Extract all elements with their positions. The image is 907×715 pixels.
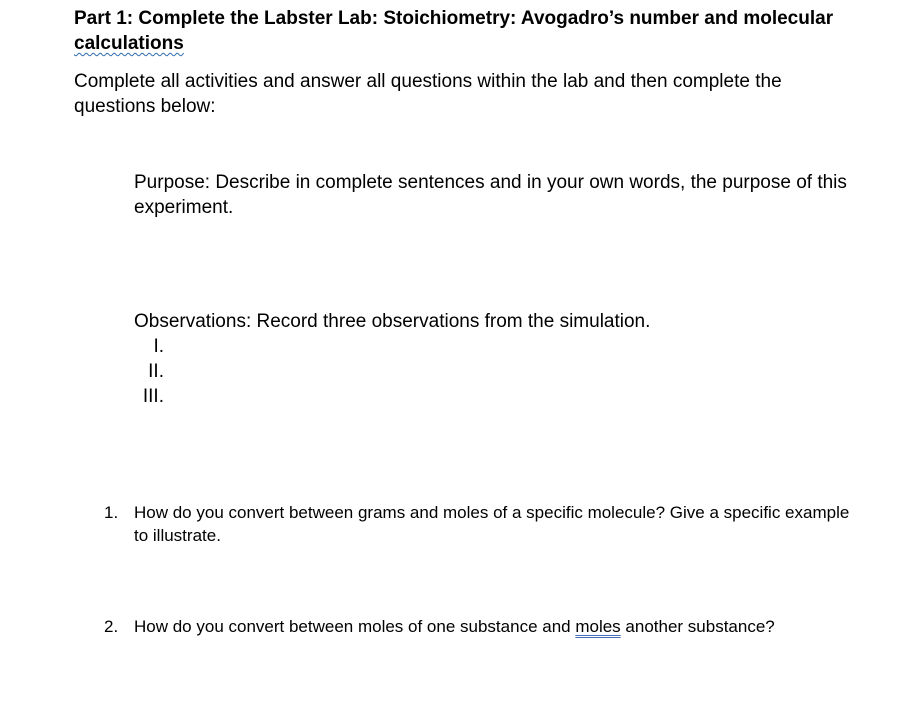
observation-item: I.: [153, 336, 164, 357]
question-text-start: How do you convert between moles of one substance and: [134, 617, 576, 636]
question-number: 2.: [104, 617, 119, 636]
observations-prompt: Observations: Record three observations from the simulation.: [134, 311, 651, 332]
observations-list: [134, 334, 194, 409]
title-text: Part 1: Complete the Labster Lab: Stoichiometry: Avogadro’s number and molecular: [74, 8, 834, 29]
instructions-paragraph: Complete all activities and answer all questions within the lab and then complete the questions below:: [74, 71, 782, 117]
grammar-flagged-word[interactable]: moles: [575, 617, 621, 636]
question-text: [134, 615, 854, 638]
question-text-end: another substance?: [620, 617, 775, 636]
page-title: [74, 6, 854, 56]
grammar-flagged-word[interactable]: calculations: [74, 33, 184, 54]
question-number: 1.: [104, 503, 119, 522]
observation-item: II.: [148, 361, 164, 382]
observation-item: III.: [142, 386, 164, 407]
question-text: How do you convert between grams and moles of a specific molecule? Give a specific example to illustrate.: [134, 503, 850, 545]
purpose-prompt: Purpose: Describe in complete sentences and in your own words, the purpose of this experiment.: [134, 172, 847, 218]
